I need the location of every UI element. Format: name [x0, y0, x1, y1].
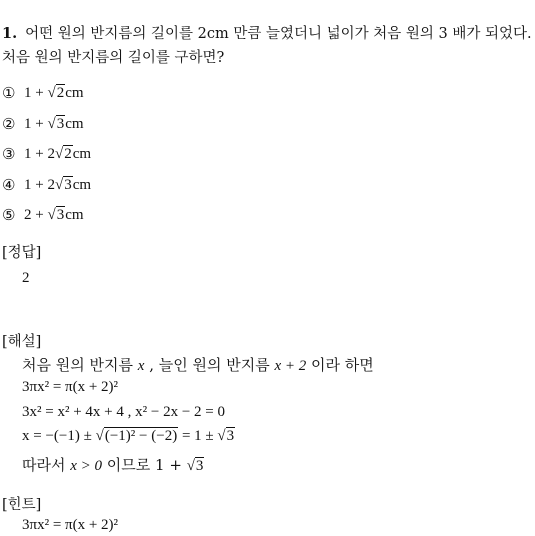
solution-label: [해설] [2, 334, 42, 350]
choice-list [2, 78, 91, 231]
choice-mark: ③ [2, 145, 16, 164]
solution-line-1: 처음 원의 반지름 x , 늘인 원의 반지름 x + 2 이라 하면 [22, 356, 374, 374]
choice-value: 1 + 2√3cm [24, 176, 92, 193]
solution-line-3: 3x² = x² + 4x + 4 , x² − 2x − 2 = 0 [22, 404, 225, 420]
choice-value: 2 + √3cm [24, 207, 84, 224]
choice-value: 1 + √2cm [24, 85, 84, 102]
answer-label: [정답] [2, 245, 42, 261]
choice-2[interactable] [2, 109, 91, 140]
choice-4[interactable] [2, 170, 91, 201]
solution-line-5: 따라서 x > 0 이므로 1 + √3 [22, 456, 204, 474]
solution-line-2: 3πx² = π(x + 2)² [22, 379, 119, 395]
choice-mark: ⑤ [2, 206, 16, 225]
answer-value: 2 [22, 270, 30, 286]
question [2, 22, 533, 70]
hint-line: 3πx² = π(x + 2)² [22, 517, 119, 533]
choice-mark: ② [2, 114, 16, 133]
choice-1[interactable] [2, 78, 91, 109]
solution-line-4: x = −(−1) ± √(−1)² − (−2) = 1 ± √3 [22, 428, 235, 444]
choice-mark: ① [2, 84, 16, 103]
choice-3[interactable] [2, 139, 91, 170]
choice-value: 1 + 2√2cm [24, 146, 92, 163]
question-text: 어떤 원의 반지름의 길이를 2cm 만큼 늘였더니 넓이가 처음 원의 3 배가 되었다. 처음 원의 반지름의 길이를 구하면? [2, 26, 532, 66]
choice-mark: ④ [2, 175, 16, 194]
choice-value: 1 + √3cm [24, 115, 84, 132]
choice-5[interactable] [2, 200, 91, 231]
question-number: 1. [2, 25, 18, 42]
hint-label: [힌트] [2, 497, 42, 513]
